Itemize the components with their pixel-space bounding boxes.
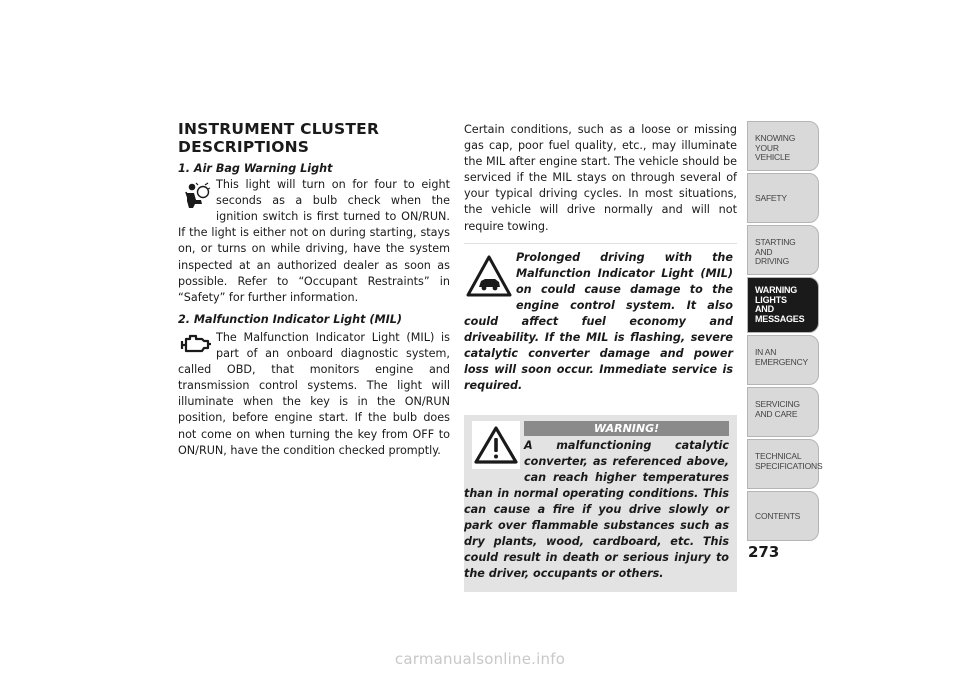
mil-item-text: The Malfunction Indicator Light (MIL) is part of an onboard diagnostic system, called OBD, that monitors engine and transmission control systems. The light will illuminate when the key is in the ON/RUN position, before engine start. If the bulb does not come on when turning the key from OFF to ON/RUN, have the condition checked promptly.	[178, 330, 450, 457]
airbag-item-heading: 1. Air Bag Warning Light	[178, 162, 333, 175]
tab-starting-and-driving[interactable]	[747, 225, 819, 275]
tab-technical-specifications[interactable]	[747, 439, 823, 489]
tab-knowing-your-vehicle[interactable]	[747, 121, 819, 171]
tab-label-line: AND	[755, 304, 774, 314]
mil-item-heading: 2. Malfunction Indicator Light (MIL)	[178, 312, 403, 326]
warning-box	[464, 415, 737, 593]
section-title-line2: DESCRIPTIONS	[178, 138, 310, 156]
warning-title: WARNING!	[524, 421, 729, 436]
mil-conditions-paragraph: Certain conditions, such as a loose or missing gas cap, poor fuel quality, etc., may illuminate the MIL after engine start. The vehicle should be serviced if the MIL stays on through several of your typical driving cycles. In most situations, the vehicle will drive normally and will not require towing.	[464, 123, 737, 233]
caution-text: Prolonged driving with the Malfunction Indicator Light (MIL) on could cause damage to the engine control system. It also could affect fuel economy and driveability. If the MIL is flashing, severe catalytic converter damage and power loss will soon occur. Immediate service is required.	[464, 250, 733, 393]
tab-label-line: YOUR	[755, 142, 779, 153]
chapter-tabs	[747, 121, 823, 543]
tab-label-line: CONTENTS	[755, 511, 801, 521]
watermark: carmanualsonline.info	[394, 650, 566, 668]
tab-label-line: VEHICLE	[755, 152, 790, 162]
check-engine-icon	[178, 330, 214, 358]
tab-in-an-emergency[interactable]	[747, 335, 819, 385]
tab-label-line: IN AN	[755, 347, 777, 357]
tab-label-line: AND	[755, 246, 773, 257]
tab-label-line: TECHNICAL	[755, 451, 802, 461]
mil-item	[178, 312, 450, 459]
tab-label-line: SPECIFICATIONS	[755, 460, 823, 471]
tab-servicing-and-care[interactable]	[747, 387, 819, 437]
tab-label-line: SAFETY	[755, 193, 787, 203]
tab-label-line: AND CARE	[755, 408, 798, 419]
caution-car-icon	[466, 254, 512, 300]
right-column	[464, 122, 737, 592]
tab-label-line: SERVICING	[755, 399, 800, 409]
tab-label-line: LIGHTS	[755, 294, 787, 305]
airbag-warning-icon	[178, 179, 214, 213]
tab-label-line: STARTING	[755, 237, 796, 247]
tab-contents[interactable]	[747, 491, 819, 541]
tab-safety[interactable]	[747, 173, 819, 223]
section-title-line1: INSTRUMENT CLUSTER	[178, 120, 380, 138]
caution-note	[464, 243, 737, 401]
warning-triangle-icon	[472, 421, 520, 469]
tab-label-line: DRIVING	[755, 256, 790, 266]
tab-warning-lights-and-messages[interactable]	[747, 277, 819, 333]
warning-text: A malfunctioning catalytic converter, as referenced above, can reach higher temperatures than in normal operating conditions. This can cause a fire if you drive slowly or park over flammable substances such as dry plants, wood, cardboard, etc. This could result in death or serious injury to the driver, occupants or others.	[464, 438, 729, 581]
tab-label-line: MESSAGES	[755, 313, 805, 324]
airbag-item-text: This light will turn on for four to eight seconds as a bulb check when the ignition switch is first turned to ON/RUN. If the light is either not on during starting, stays on, or turns on while driving, have the system inspected at an authorized dealer as soon as possible. Refer to “Occupant Restraints” in “Safety” for further information.	[178, 178, 450, 304]
tab-label-line: EMERGENCY	[755, 356, 808, 367]
page-number: 273	[748, 543, 780, 561]
airbag-item	[178, 161, 450, 306]
section-title	[178, 120, 438, 156]
left-column	[178, 161, 450, 459]
tab-label-line: WARNING	[755, 285, 798, 295]
tab-label-line: KNOWING	[755, 133, 796, 143]
